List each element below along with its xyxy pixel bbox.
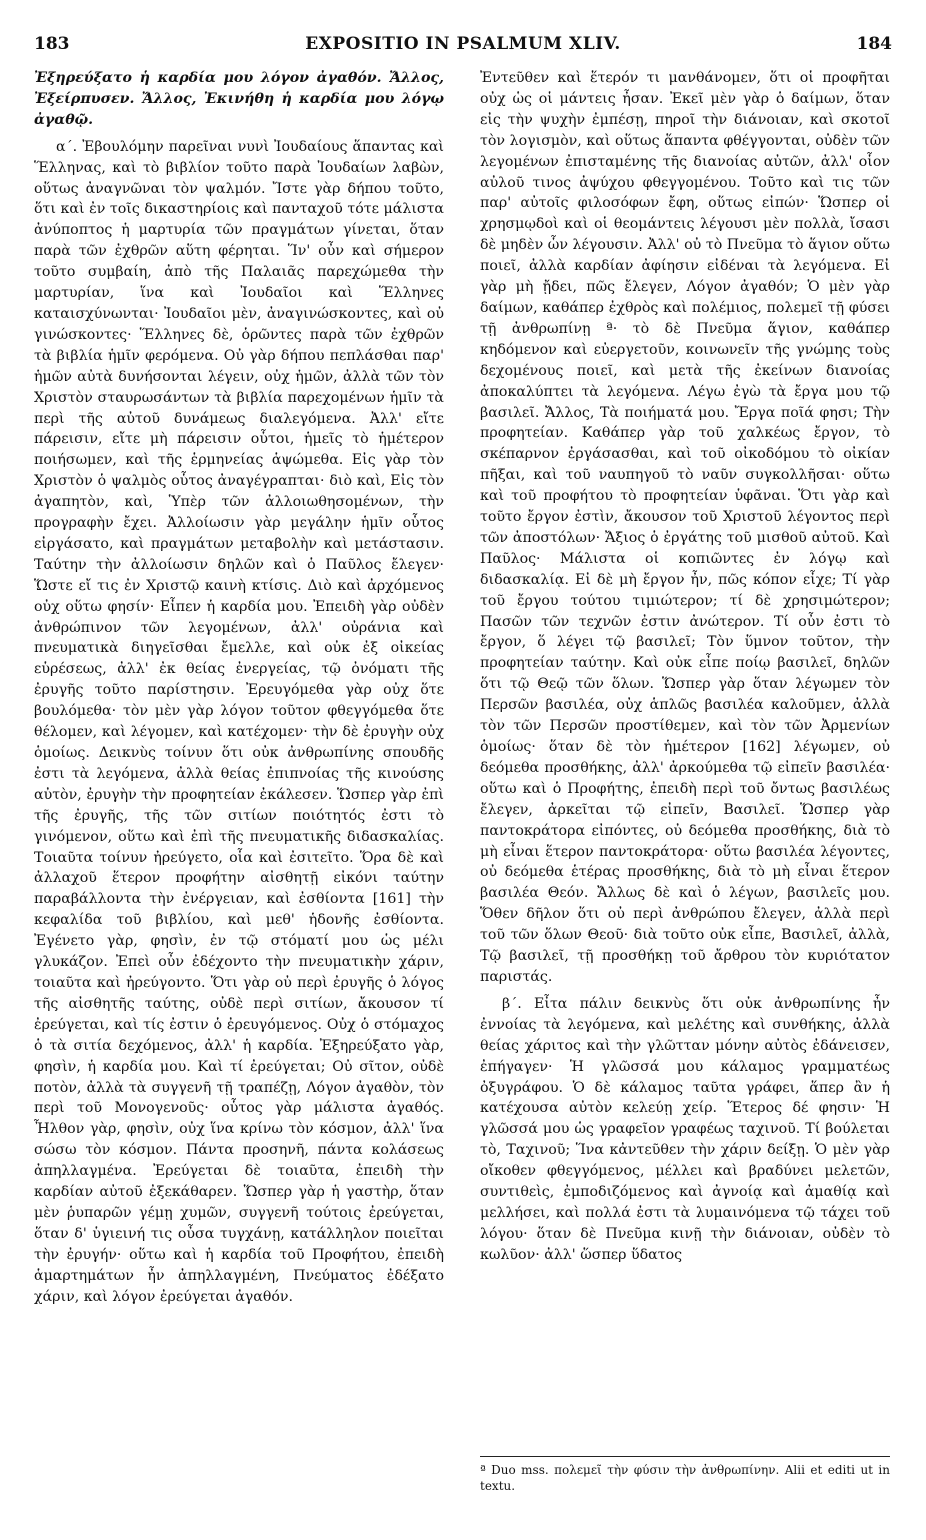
page-number-left: 183 [34, 34, 70, 54]
page-number-right: 184 [856, 34, 892, 54]
right-paragraph-1: Ἐντεῦθεν καὶ ἕτερόν τι μανθάνομεν, ὅτι οἱ προφῆται οὐχ ὡς οἱ μάντεις ἦσαν. Ἐκεῖ μὲν γὰρ ὁ δαίμων, ὅταν εἰς τὴν ψυχὴν ἐμπέσῃ, πηροῖ τὴν διάνοιαν, καὶ σκοτοῖ τὸν λογισμὸν, καὶ οὕτως ἅπαντα φθέγγονται, οὐδὲν τῶν λεγομένων ἐπισταμένης τῆς διανοίας αὐτῶν, ἀλλ' οἷον αὐλοῦ τινος ἀψύχου φθεγγομένου. Τοῦτο καὶ τις τῶν παρ' αὐτοῖς φιλοσόφων ἔφη, οὕτως εἰπών· Ὥσπερ οἱ χρησμῳδοὶ καὶ οἱ θεομάντεις λέγουσι μὲν πολλὰ, ἴσασι δὲ μηδὲν ὧν λέγουσιν. Ἀλλ' οὐ τὸ Πνεῦμα τὸ ἅγιον οὕτω ποιεῖ, ἀλλὰ καρδίαν ἀφίησιν εἰδέναι τὰ λεγόμενα. Εἰ γὰρ μὴ ᾔδει, πῶς ἔλεγεν, Λόγον ἀγαθόν; Ὁ μὲν γὰρ δαίμων, καθάπερ ἐχθρὸς καὶ πολέμιος, πολεμεῖ τῇ φύσει τῇ ἀνθρωπίνῃ ª· τὸ δὲ Πνεῦμα ἅγιον, καθάπερ κηδόμενον καὶ εὐεργετοῦν, κοινωνεῖν τῆς γνώμης τοὺς δεχομένους ποιεῖ, καὶ μετὰ τῆς ἐκείνων διανοίας ἀποκαλύπτει τὰ λεγόμενα. Λέγω ἐγὼ τὰ ἔργα μου τῷ βασιλεῖ. Ἄλλος, Τὰ ποιήματά μου. Ἔργα ποῖά φησι; Τὴν προφητείαν. Καθάπερ γὰρ τοῦ χαλκέως ἔργον, τὸ σκέπαρνον ἐργάσασθαι, καὶ τοῦ οἰκοδόμου τὸ οἰκίαν πῆξαι, καὶ τοῦ ναυπηγοῦ τὸ ναῦν συγκολλῆσαι· οὕτω καὶ τοῦ προφήτου τὸ προφητείαν ὑφᾶναι. Ὅτι γὰρ καὶ τοῦτο ἔργον ἐστὶν, ἄκουσον τοῦ Χριστοῦ λέγοντος περὶ τῶν ἀποστόλων· Ἄξιος ὁ ἐργάτης τοῦ μισθοῦ αὐτοῦ. Καὶ Παῦλος· Μάλιστα οἱ κοπιῶντες ἐν λόγῳ καὶ διδασκαλίᾳ. Εἰ δὲ μὴ ἔργον ἦν, πῶς κόπον εἶχε; Τί γὰρ τοῦ ἔργου τούτου τιμιώτερον; τί δὲ χρησιμώτερον; Πασῶν τῶν τεχνῶν ἐστιν ἀνώτερον. Τί οὖν ἐστι τὸ ἔργον, ὅ λέγει τῷ βασιλεῖ; Τὸν ὕμνον τοῦτον, τὴν προφητείαν ταύτην. Καὶ οὐκ εἶπε ποίῳ βασιλεῖ, δηλῶν ὅτι τῷ Θεῷ τῶν ὅλων. Ὥσπερ γὰρ ὅταν λέγωμεν τὸν Περσῶν βασιλέα, οὐχ ἁπλῶς βασιλέα καλοῦμεν, ἀλλὰ τὸν τῶν Περσῶν προστίθεμεν, καὶ τὸν τῶν Ἀρμενίων ὁμοίως· ὅταν δὲ τὸν ἡμέτερον [162] λέγωμεν, οὐ δεόμεθα προσθήκης, ἀλλ' ἀρκούμεθα τῷ εἰπεῖν βασιλέα· οὕτω καὶ ὁ Προφήτης, ἐπειδὴ περὶ τοῦ ὄντως βασιλέως ἔλεγεν, ἀρκεῖται τῷ εἰπεῖν, Βασιλεῖ. Ὥσπερ γὰρ παντοκράτορα εἰπόντες, οὐ δεόμεθα προσθήκης, διὰ τὸ μὴ εἶναι ἕτερον παντοκράτορα· οὕτω βασιλέα λέγοντες, οὐ δεόμεθα ἑτέρας προσθήκης, διὰ τὸ μὴ εἶναι ἕτερον βασιλέα Θεόν. Ἄλλως δὲ καὶ ὁ λέγων, βασιλεῖς μου. Ὅθεν δῆλον ὅτι οὐ περὶ ἀνθρώπου ἔλεγεν, ἀλλὰ περὶ τοῦ τῶν ὅλων Θεοῦ· διὰ τοῦτο οὐκ εἶπε, Βασιλεῖ, ἀλλὰ, Τῷ βασιλεῖ, τῇ προσθήκῃ τοῦ ἄρθρου τὸν κυριότατον παριστάς. [480, 70, 890, 985]
right-column [480, 68, 890, 1266]
footnote-rule [480, 1456, 890, 1457]
running-title: EXPOSITIO IN PSALMUM XLIV. [305, 34, 621, 54]
left-column [34, 68, 444, 1307]
page-header [34, 34, 892, 56]
left-paragraph-1: α΄. Ἐβουλόμην παρεῖναι νυνὶ Ἰουδαίους ἅπαντας καὶ Ἕλληνας, καὶ τὸ βιβλίον τοῦτο παρὰ Ἰουδαίων λαβὼν, οὕτως ἀναγνῶναι τὸν ψαλμόν. Ἴστε γὰρ δήπου τοῦτο, ὅτι καὶ ἐν τοῖς δικαστηρίοις καὶ πανταχοῦ τότε μάλιστα ἀνύποπτος ἡ μαρτυρία τῶν πραγμάτων γίνεται, ὅταν παρὰ τῶν ἐχθρῶν αὕτη φέρηται. Ἵν' οὖν καὶ σήμερον τοῦτο συμβαίη, ἀπὸ τῆς Παλαιᾶς παρεχώμεθα τὴν μαρτυρίαν, ἵνα καὶ Ἰουδαῖοι καὶ Ἕλληνες καταισχύνωνται· Ἰουδαῖοι μὲν, ἀναγινώσκοντες, καὶ οὐ γινώσκοντες· Ἕλληνες δὲ, ὁρῶντες παρὰ τῶν ἐχθρῶν τὰ βιβλία ἡμῖν φερόμενα. Οὐ γὰρ δήπου πεπλάσθαι παρ' ἡμῶν αὐτὰ δυνήσονται λέγειν, οὐχ ἡμῶν, ἀλλὰ τῶν τὸν Χριστὸν σταυρωσάντων τὰ βιβλία παρεχομένων ἡμῖν τὰ περὶ τῆς αὐτοῦ δυνάμεως διαλεγόμενα. Ἀλλ' εἴτε πάρεισιν, εἴτε μὴ πάρεισιν οὗτοι, ἡμεῖς τὸ ἡμέτερον ποιήσωμεν, καὶ τῆς ἑρμηνείας ἁψώμεθα. Εἰς γὰρ τὸν Χριστὸν ὁ ψαλμὸς οὗτος ἀναγέγραπται· διὸ καὶ, Εἰς τὸν ἀγαπητὸν, καὶ, Ὑπὲρ τῶν ἀλλοιωθησομένων, τὴν προγραφὴν ἔχει. Ἀλλοίωσιν γὰρ μεγάλην ἡμῖν οὗτος εἰργάσατο, καὶ πραγμάτων μεταβολὴν καὶ μετάστασιν. Ταύτην τὴν ἀλλοίωσιν δηλῶν καὶ ὁ Παῦλος ἔλεγεν· Ὥστε εἴ τις ἐν Χριστῷ καινὴ κτίσις. Διὸ καὶ ἀρχόμενος οὐχ οὕτω φησίν· Εἶπεν ἡ καρδία μου. Ἐπειδὴ γὰρ οὐδὲν ἀνθρώπινον τῶν λεγομένων, ἀλλ' οὐράνια καὶ πνευματικὰ διηγεῖσθαι ἔμελλε, καὶ οὐκ ἐξ οἰκείας εὑρέσεως, ἀλλ' ἐκ θείας ἐνεργείας, τῷ ὀνόματι τῆς ἐρυγῆς τοῦτο παρίστησιν. Ἐρευγόμεθα γὰρ οὐχ ὅτε βουλόμεθα· τὸν μὲν γὰρ λόγον τοῦτον φθεγγόμεθα ὅτε θέλομεν, καὶ λέγομεν, καὶ κατέχομεν· τὴν δὲ ἐρυγὴν οὐχ ὁμοίως. Δεικνὺς τοίνυν ὅτι οὐκ ἀνθρωπίνης σπουδῆς ἐστι τὰ λεγόμενα, ἀλλὰ θείας ἐπιπνοίας τῆς κινούσης αὐτὸν, ἐρυγὴν τὴν προφητείαν ἐκάλεσεν. Ὥσπερ γὰρ ἐπὶ τῆς ἐρυγῆς, τῆς τῶν σιτίων ποιότητός ἐστι τὸ γινόμενον, οὕτω καὶ ἐπὶ τῆς πνευματικῆς διδασκαλίας. Τοιαῦτα τοίνυν ἠρεύγετο, οἷα καὶ ἐσιτεῖτο. Ὅρα δὲ καὶ ἀλλαχοῦ ἕτερον προφήτην αἰσθητῇ εἰκόνι ταύτην παραβάλλοντα τὴν ἐνέργειαν, καὶ ἐσθίοντα [161] τὴν κεφαλίδα τοῦ βιβλίου, καὶ μεθ' ἡδονῆς ἐσθίοντα. Ἐγένετο γὰρ, φησὶν, ἐν τῷ στόματί μου ὡς μέλι γλυκάζον. Ἐπεὶ οὖν ἐδέχοντο τὴν πνευματικὴν χάριν, τοιαῦτα καὶ ἠρεύγοντο. Ὅτι γὰρ οὐ περὶ ἐρυγῆς ὁ λόγος τῆς αἰσθητῆς ταύτης, οὐδὲ περὶ σιτίων, ἄκουσον τί ἐρεύγεται, καὶ τίς ἐστιν ὁ ἐρευγόμενος. Οὐχ ὁ στόμαχος ὁ τὰ σιτία δεχόμενος, ἀλλ' ἡ καρδία. Ἐξηρεύξατο γὰρ, φησὶν, ἡ καρδία μου. Καὶ τί ἐρεύγεται; Οὐ σῖτον, οὐδὲ ποτὸν, ἀλλὰ τὰ συγγενῆ τῇ τραπέζῃ, Λόγον ἀγαθὸν, τὸν περὶ τοῦ Μονογενοῦς· οὗτος γὰρ μάλιστα ἀγαθός. Ἦλθον γὰρ, φησὶν, οὐχ ἵνα κρίνω τὸν κόσμον, ἀλλ' ἵνα σώσω τὸν κόσμον. Πάντα προσηνῆ, πάντα κολάσεως ἀπηλλαγμένα. Ἐρεύγεται δὲ τοιαῦτα, ἐπειδὴ τὴν καρδίαν αὐτοῦ ἐξεκάθαρεν. Ὥσπερ γὰρ ἡ γαστὴρ, ὅταν μὲν ῥυπαρῶν γέμῃ χυμῶν, συγγενῆ τούτοις ἐρεύγεται, ὅταν δ' ὑγιεινή τις οὖσα τυγχάνῃ, κατάλληλον ποιεῖται τὴν ἐρυγήν· οὕτω καὶ ἡ καρδία τοῦ Προφήτου, ἐπειδὴ ἁμαρτημάτων ἦν ἀπηλλαγμένη, Πνεύματος ἐδέξατο χάριν, καὶ λόγον ἐρεύγεται ἀγαθόν. [34, 138, 444, 1305]
footnote: ª Duo mss. πολεμεῖ τὴν φύσιν τὴν ἀνθρωπίνην. Alii et editi ut in textu. [480, 1463, 890, 1493]
right-paragraph-2: β΄. Εἶτα πάλιν δεικνὺς ὅτι οὐκ ἀνθρωπίνης ἦν ἐννοίας τὰ λεγόμενα, καὶ μελέτης καὶ συνθήκης, ἀλλὰ θείας χάριτος καὶ τὴν γλῶτταν μόνην αὐτὸς ἐδάνεισεν, ἐπήγαγεν· Ἡ γλῶσσά μου κάλαμος γραμματέως ὀξυγράφου. Ὁ δὲ κάλαμος ταῦτα γράφει, ἅπερ ἂν ἡ κατέχουσα αὐτὸν κελεύῃ χείρ. Ἕτερος δέ φησιν· Ἡ γλῶσσά μου ὡς γραφεῖον γραφέως ταχινοῦ. Τί βούλεται τὸ, Ταχινοῦ; Ἵνα κἀντεῦθεν τὴν χάριν δείξῃ. Ὁ μὲν γὰρ οἴκοθεν φθεγγόμενος, μέλλει καὶ βραδύνει μελετῶν, συντιθεὶς, ἐμποδιζόμενος καὶ ἀγνοίᾳ καὶ ἀμαθίᾳ καὶ μελλήσει, καὶ πολλά ἐστι τὰ λυμαινόμενα τῷ τάχει τοῦ λόγου· ὅταν δὲ Πνεῦμα κινῇ τὴν διάνοιαν, οὐδὲν τὸ κωλῦον· ἀλλ' ὥσπερ ὕδατος [480, 995, 890, 1263]
scripture-lemma: Ἐξηρεύξατο ἡ καρδία μου λόγον ἀγαθόν. Ἄλλος, Ἐξείρπυσεν. Ἄλλος, Ἐκινήθη ἡ καρδία μου λόγῳ ἀγαθῷ. [34, 70, 444, 128]
